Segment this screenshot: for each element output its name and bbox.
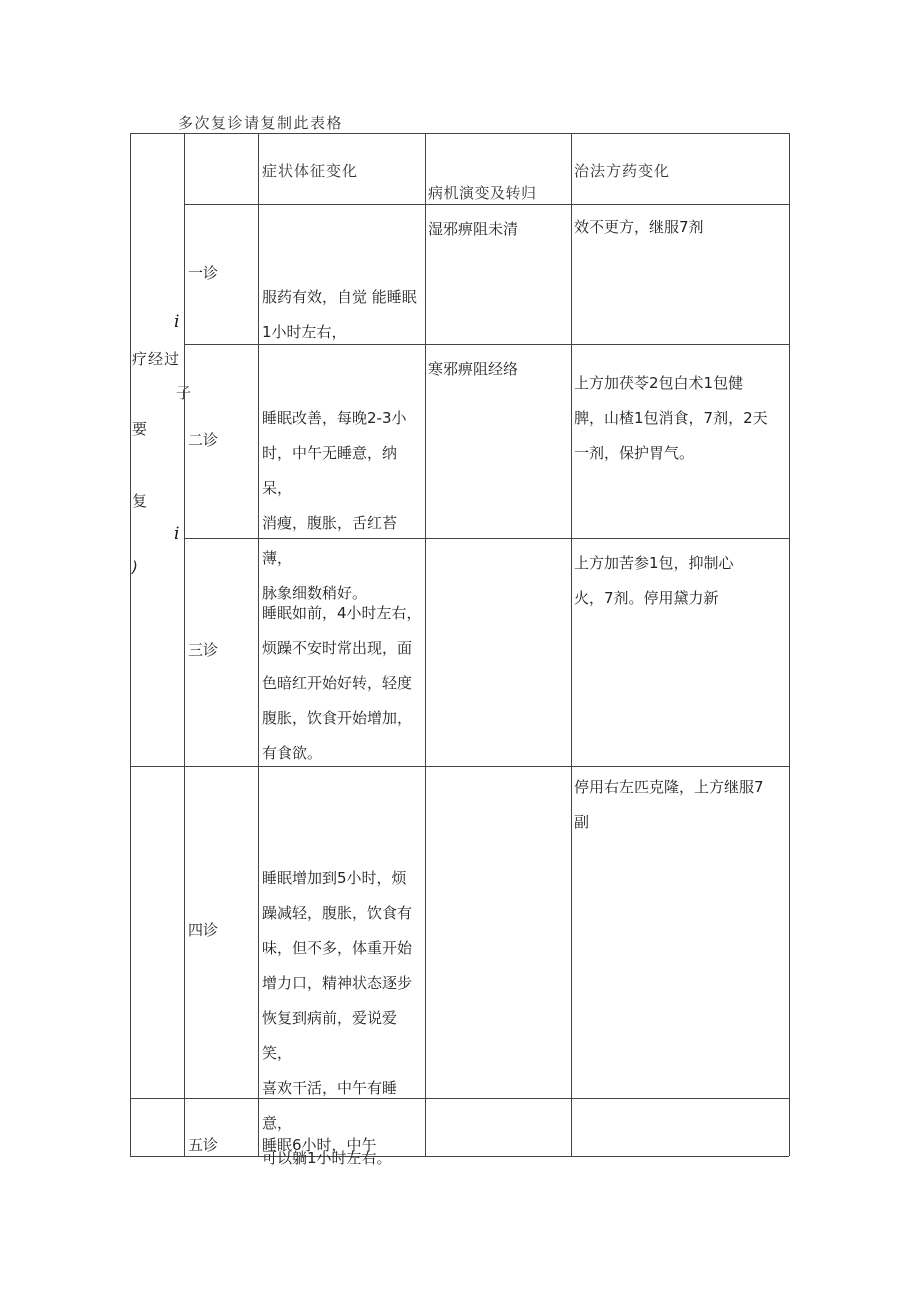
header-symptoms: 症状体征变化: [262, 162, 359, 180]
visit-label: 四诊: [188, 921, 219, 939]
row-line: [130, 1156, 789, 1157]
side-label-line3: 复: [132, 492, 148, 510]
table-caption: 多次复诊请复制此表格: [178, 114, 344, 132]
header-treatment: 治法方药变化: [574, 162, 671, 180]
header-pathogenesis: 病机演变及转归: [428, 184, 537, 202]
visit-symptoms: 睡眠改善，每晚2-3小 时，中午无睡意，纳呆， 消瘦，腹胀，舌红苔薄， 脉象细数稍好。: [262, 409, 407, 602]
visit-pathogenesis: 寒邪痹阻经络: [428, 360, 519, 378]
visit-label: 二诊: [188, 431, 219, 449]
side-label-line2: 要: [132, 420, 148, 438]
visit-label: 五诊: [188, 1136, 219, 1154]
visit-label: 一诊: [188, 264, 219, 282]
visit-symptoms: 睡眠增加到5小时，烦 躁减轻，腹胀，饮食有 味，但不多，体重开始 增力口，精神状态逐步 恢复到病前，爱说爱笑， 喜欢干活，中午有睡意， 可以躺1小时左右。: [262, 869, 413, 1167]
visit-symptoms: 睡眠如前，4小时左右， 烦躁不安时常出现，面 色暗红开始好转，轻度 腹胀，饮食开始增加， 有食欲。: [262, 604, 422, 762]
row-line: [130, 766, 789, 767]
row-line: [130, 133, 789, 134]
visit-label: 三诊: [188, 641, 219, 659]
column-line: [789, 133, 790, 1156]
side-glyph-top: i: [174, 312, 180, 332]
visit-treatment: 效不更方，继服7剂: [574, 218, 704, 236]
column-line: [130, 133, 131, 1156]
side-label-line1: 疗经过: [132, 350, 181, 368]
column-line: [184, 133, 185, 1156]
side-label-line4: ): [132, 558, 138, 576]
row-line: [130, 1098, 789, 1099]
visit-treatment: 停用右左匹克隆，上方继服7 副: [574, 778, 764, 831]
visit-symptoms: 睡眠6小时，中午: [262, 1136, 377, 1154]
column-line: [571, 133, 572, 1156]
side-glyph-bottom: i: [174, 524, 180, 544]
visit-treatment: 上方加茯苓2包白术1包健 脾，山楂1包消食，7剂，2天 一剂，保护胃气。: [574, 374, 768, 462]
visit-symptoms: 服药有效，自觉 能睡眠1小时左右，: [262, 288, 417, 341]
side-mark: 子: [176, 384, 192, 402]
row-line: [184, 204, 789, 205]
visit-treatment: 上方加苦参1包，抑制心 火，7剂。停用黛力新: [574, 554, 734, 607]
visit-pathogenesis: 湿邪痹阻未清: [428, 220, 519, 238]
column-line: [258, 133, 259, 1156]
